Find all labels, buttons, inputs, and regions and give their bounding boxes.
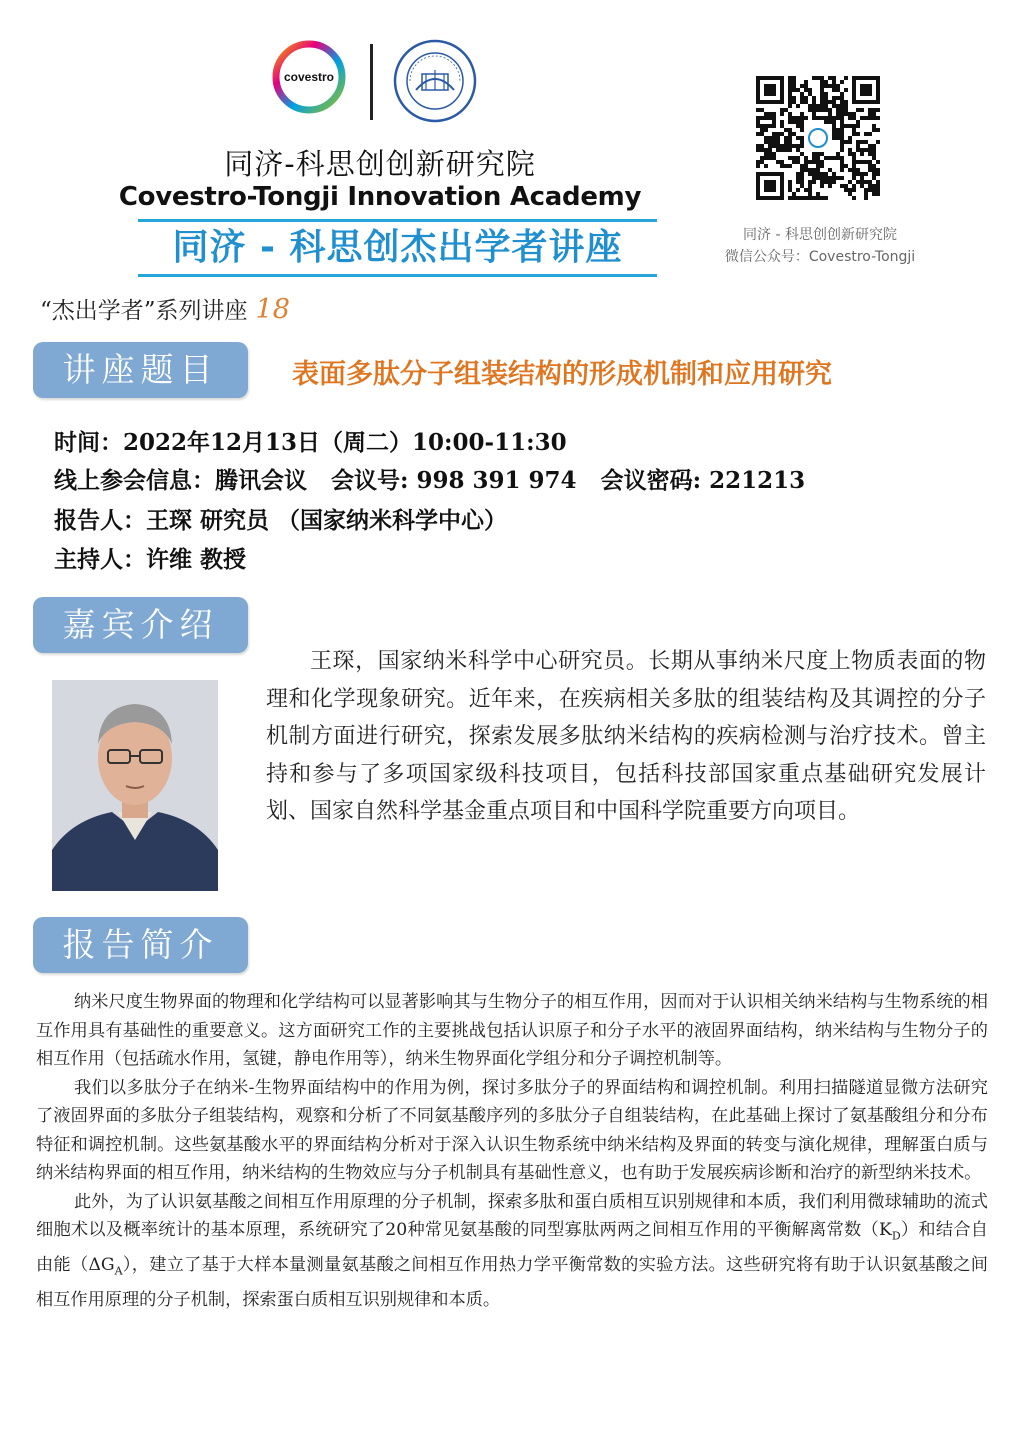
speaker-info: 报告人：王琛 研究员 （国家纳米科学中心） xyxy=(54,507,508,534)
lecture-title: 表面多肽分子组装结构的形成机制和应用研究 xyxy=(292,359,832,390)
series-label xyxy=(40,292,290,325)
tongji-university-seal xyxy=(392,38,478,124)
report-abstract xyxy=(36,988,988,1314)
speaker-bio: 王琛，国家纳米科学中心研究员。长期从事纳米尺度上物质表面的物理和化学现象研究。近年来，在疾病相关多肽的组装结构及其调控的分子机制方面进行研究，探索发展多肽纳米结构的疾病检测与治疗技术。曾主持和参与了多项国家级科技项目，包括科技部国家重点基础研究发展计划、国家自然科学基金重点项目和中国科学院重要方向项目。 xyxy=(266,649,986,824)
guest-intro-tag: 嘉宾介绍 xyxy=(33,597,248,653)
abstract-p3-part-b: ）和结合自由能（ΔG xyxy=(36,1220,988,1275)
host-info: 主持人：许维 教授 xyxy=(54,546,247,573)
abstract-paragraph-1: 纳米尺度生物界面的物理和化学结构可以显著影响其与生物分子的相互作用，因而对于认识相关纳米结构与生物系统的相互作用具有基础性的重要意义。这方面研究工作的主要挑战包括认识原子和分子水平的液固界面结构，纳米结构与生物分子的相互作用（包括疏水作用，氢键，静电作用等），纳米生物界面化学组分和分子调控机制等。 xyxy=(36,992,988,1069)
report-summary-tag: 报告简介 xyxy=(33,917,248,973)
kd-subscript: D xyxy=(891,1229,901,1243)
lecture-time: 时间：2022年12月13日（周二）10:00-11:30 xyxy=(54,429,567,456)
online-meeting-info: 线上参会信息：腾讯会议 会议号: 998 391 974 会议密码: 221213 xyxy=(54,467,806,494)
logo-divider xyxy=(370,44,373,120)
speaker-photo xyxy=(52,680,218,891)
lecture-series-title: 同济 - 科思创杰出学者讲座 xyxy=(172,227,623,268)
abstract-paragraph-3 xyxy=(36,1188,988,1315)
svg-text:covestro: covestro xyxy=(283,70,335,84)
lecture-series-banner xyxy=(138,219,657,277)
covestro-logo xyxy=(272,40,346,114)
qr-caption-line2: 微信公众号：Covestro-Tongji xyxy=(724,249,916,265)
abstract-p3-part-c: ），建立了基于大样本量测量氨基酸之间相互作用热力学平衡常数的实验方法。这些研究将有助于认识氨基酸之间相互作用原理的分子机制，探索蛋白质相互识别规律和本质。 xyxy=(36,1254,988,1310)
lecture-topic-tag: 讲座题目 xyxy=(33,342,248,398)
ga-subscript: A xyxy=(114,1264,123,1278)
qr-caption-line1: 同济 - 科思创创新研究院 xyxy=(743,227,897,243)
series-text: “杰出学者”系列讲座 xyxy=(40,298,248,324)
wechat-qr-code[interactable] xyxy=(756,76,880,200)
academy-name-en: Covestro-Tongji Innovation Academy xyxy=(118,182,642,212)
abstract-p3-part-a: 此外，为了认识氨基酸之间相互作用原理的分子机制，探索多肽和蛋白质相互识别规律和本质，我们利用微球辅助的流式细胞术以及概率统计的基本原理，系统研究了20种常见氨基酸的同型寡肽两两之间相互作用的平衡解离常数（K xyxy=(36,1191,988,1240)
series-number: 18 xyxy=(255,294,290,325)
academy-name-cn: 同济-科思创创新研究院 xyxy=(224,147,536,181)
abstract-paragraph-2: 我们以多肽分子在纳米-生物界面结构中的作用为例，探讨多肽分子的界面结构和调控机制。利用扫描隧道显微方法研究了液固界面的多肽分子组装结构，观察和分析了不同氨基酸序列的多肽分子自组装结构，在此基础上探讨了氨基酸组分和分布特征和调控机制。这些氨基酸水平的界面结构分析对于深入认识生物系统中纳米结构及界面的转变与演化规律，理解蛋白质与纳米结构界面的相互作用，纳米结构的生物效应与分子机制具有基础性意义，也有助于发展疾病诊断和治疗的新型纳米技术。 xyxy=(36,1077,988,1183)
